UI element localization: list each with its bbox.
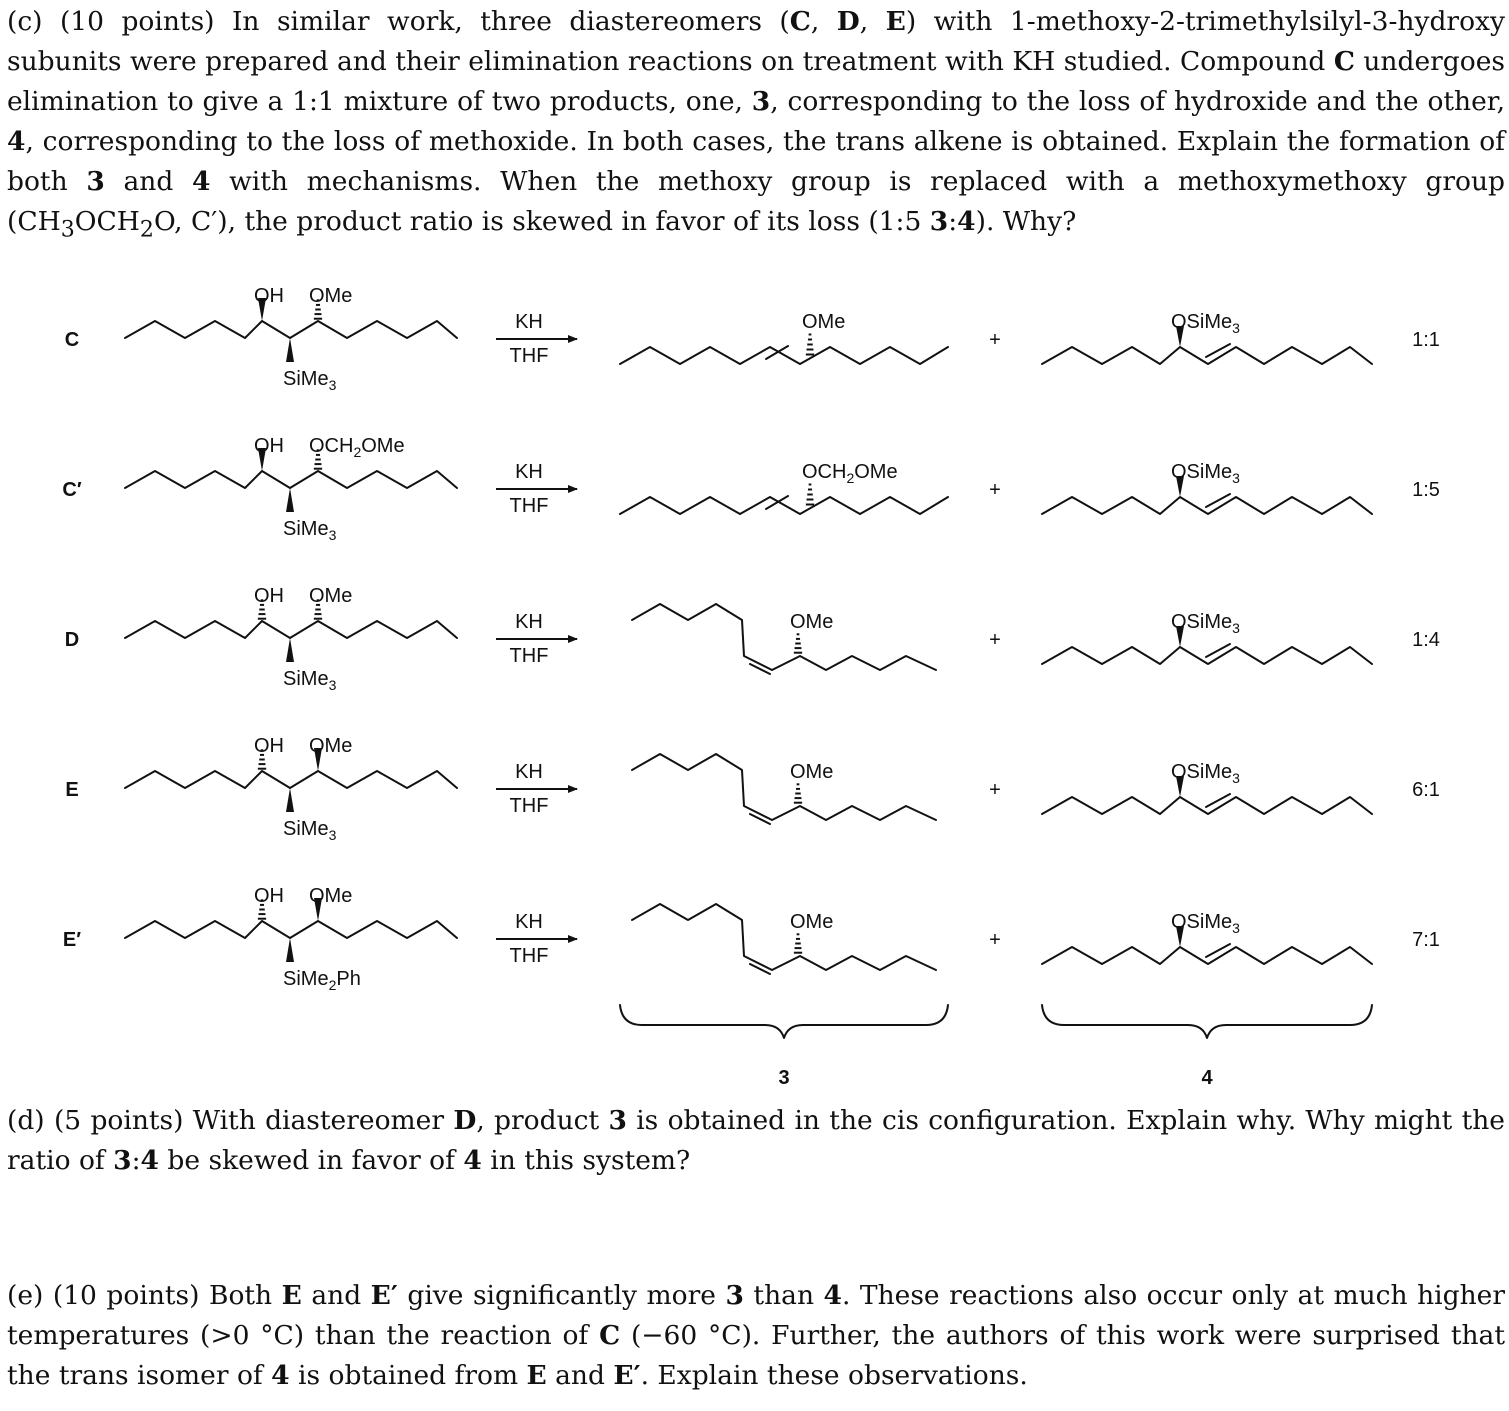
compound-label: E′ <box>62 929 82 951</box>
product-4-double-bond <box>1206 794 1230 807</box>
product-3-or-hashed-bond <box>794 634 802 652</box>
or-group: $OCH_2OMe$ <box>309 435 405 460</box>
solvent-thf: THF <box>509 345 549 367</box>
silyl-group: SiMe$_2$Ph <box>283 968 361 993</box>
part-c-question: (c) (10 points) In similar work, three diastereomers (C, D, E) with 1-methoxy-2-trimethylsilyl-3-hydroxy subunits were prepared and their elimination reactions on treatment with KH studied. Compound C undergoes elimination to give a 1:1 mixture of two products, one, 3, corresponding to the loss of hydroxide and the other, 4, corresponding to the loss of methoxide. In both cases, the trans alkene is obtained. Explain the formation of both 3 and 4 with mechanisms. When the methoxy group is replaced with a methoxymethoxy group ($CH_3OCH_2O$, C′), the product ratio is skewed in favor of its loss (1:5 3:4). Why? <box>7 6 1506 243</box>
product-3-double-bond <box>750 964 770 974</box>
plus-sign: + <box>989 929 1001 951</box>
solvent-thf: THF <box>509 945 549 967</box>
reagent-kh: KH <box>515 461 543 483</box>
starting-material-chain <box>125 471 457 488</box>
product-ratio: 7:1 <box>1412 929 1440 951</box>
brace-label-3: 3 <box>778 1067 790 1089</box>
silyl-group: SiMe$_3$ <box>283 818 337 843</box>
or-group: OMe <box>309 885 353 907</box>
product-4-silyloxy-group: OSiMe$_3$ <box>1171 611 1240 636</box>
plus-sign: + <box>989 479 1001 501</box>
product-3-chain <box>620 347 948 364</box>
product-3-double-bond <box>750 814 770 824</box>
product-4-double-bond <box>1206 644 1230 657</box>
reagent-kh: KH <box>515 911 543 933</box>
oh-group: OH <box>254 435 284 457</box>
compound-label: C′ <box>62 479 82 501</box>
product-3-chain <box>620 497 948 514</box>
starting-material-chain <box>125 621 457 638</box>
oh-group: OH <box>254 885 284 907</box>
product-3-or-group: OMe <box>790 761 834 783</box>
silyl-wedge-bond <box>286 488 294 512</box>
product-4-silyloxy-group: OSiMe$_3$ <box>1171 911 1240 936</box>
reagent-kh: KH <box>515 611 543 633</box>
silyl-wedge-bond <box>286 338 294 362</box>
product-4-silyloxy-group: OSiMe$_3$ <box>1171 461 1240 486</box>
product-3-or-hashed-bond <box>806 485 814 505</box>
product-3-or-hashed-bond <box>794 934 802 952</box>
product-3-or-hashed-bond <box>794 784 802 802</box>
brace-product-3 <box>620 1005 948 1038</box>
product-3-or-group: OMe <box>790 611 834 633</box>
silyl-group: SiMe$_3$ <box>283 368 337 393</box>
product-ratio: 1:4 <box>1412 629 1440 651</box>
product-ratio: 6:1 <box>1412 779 1440 801</box>
compound-label: E <box>65 779 79 801</box>
reaction-scheme <box>0 270 1509 1100</box>
reagent-kh: KH <box>515 761 543 783</box>
product-3-or-group: OMe <box>790 911 834 933</box>
plus-sign: + <box>989 779 1001 801</box>
brace-label-4: 4 <box>1201 1067 1213 1089</box>
scheme-row <box>63 885 1440 993</box>
oh-group: OH <box>254 735 284 757</box>
part-d-question: (d) (5 points) With diastereomer D, product 3 is obtained in the cis configuration. Explain why. Why might the ratio of 3:4 be skewed in favor of 4 in this system? <box>7 1105 1505 1176</box>
oh-group: OH <box>254 585 284 607</box>
starting-material-chain <box>125 771 457 788</box>
product-3-chain <box>632 604 936 670</box>
scheme-row <box>65 585 1440 693</box>
product-3-chain <box>632 754 936 820</box>
product-3-or-group: $OCH_2OMe$ <box>802 461 898 486</box>
or-group: OMe <box>309 735 353 757</box>
reagent-kh: KH <box>515 311 543 333</box>
starting-material-chain <box>125 321 457 338</box>
scheme-row <box>65 285 1440 393</box>
oh-group: OH <box>254 285 284 307</box>
scheme-row <box>62 435 1440 543</box>
starting-material-chain <box>125 921 457 938</box>
plus-sign: + <box>989 629 1001 651</box>
compound-label: C <box>64 329 80 351</box>
silyl-group: SiMe$_3$ <box>283 668 337 693</box>
product-4-silyloxy-group: OSiMe$_3$ <box>1171 311 1240 336</box>
compound-label: D <box>64 629 80 651</box>
product-3-or-hashed-bond <box>806 335 814 355</box>
silyl-wedge-bond <box>286 938 294 962</box>
silyl-wedge-bond <box>286 638 294 662</box>
silyl-wedge-bond <box>286 788 294 812</box>
part-e-question: (e) (10 points) Both E and E′ give significantly more 3 than 4. These reactions also occur only at much higher temperatures (>0 °C) than the reaction of C (−60 °C). Further, the authors of this work were surprised that the trans isomer of 4 is obtained from E and E′. Explain these observations. <box>7 1280 1505 1391</box>
product-4-double-bond <box>1206 344 1230 357</box>
or-group: OMe <box>309 585 353 607</box>
product-4-double-bond <box>1206 494 1230 507</box>
product-ratio: 1:5 <box>1412 479 1440 501</box>
product-ratio: 1:1 <box>1412 329 1440 351</box>
solvent-thf: THF <box>509 495 549 517</box>
solvent-thf: THF <box>509 795 549 817</box>
product-4-double-bond <box>1206 944 1230 957</box>
scheme-row <box>65 735 1440 843</box>
product-3-or-group: OMe <box>802 311 846 333</box>
brace-product-4 <box>1042 1005 1372 1038</box>
silyl-group: SiMe$_3$ <box>283 518 337 543</box>
product-3-double-bond <box>750 664 770 674</box>
product-4-silyloxy-group: OSiMe$_3$ <box>1171 761 1240 786</box>
product-3-chain <box>632 904 936 970</box>
plus-sign: + <box>989 329 1001 351</box>
solvent-thf: THF <box>509 645 549 667</box>
or-group: OMe <box>309 285 353 307</box>
